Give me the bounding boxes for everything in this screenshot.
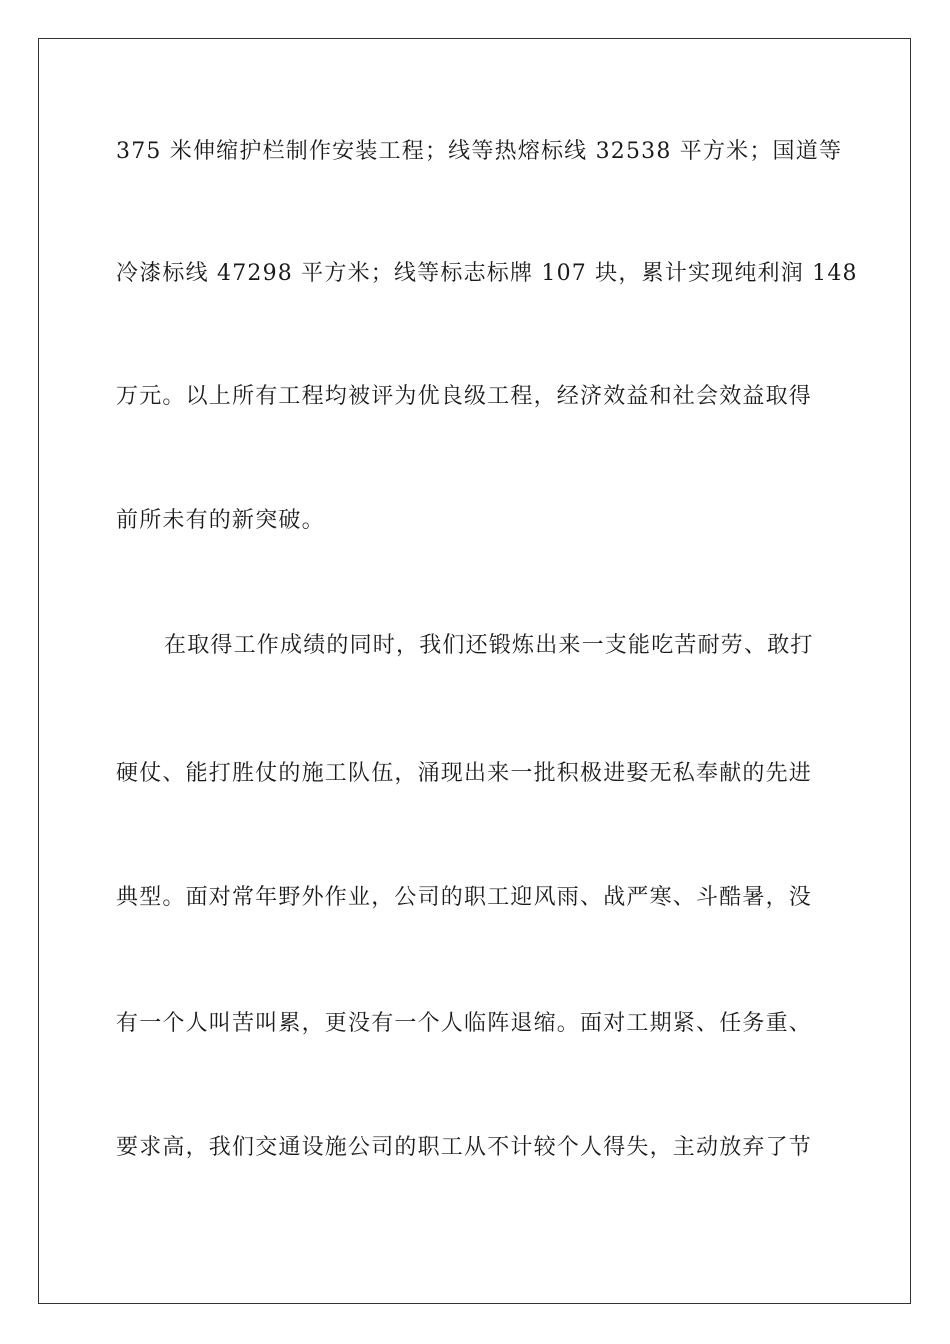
page-border xyxy=(38,38,911,1304)
text-line-7: 典型。面对常年野外作业，公司的职工迎风雨、战严寒、斗酷暑，没 xyxy=(116,885,813,910)
text-line-2: 冷漆标线 47298 平方米；线等标志标牌 107 块，累计实现纯利润 148 xyxy=(116,261,858,286)
text-line-5-paragraph-start: 在取得工作成绩的同时，我们还锻炼出来一支能吃苦耐劳、敢打 xyxy=(164,633,814,658)
text-line-9: 要求高，我们交通设施公司的职工从不计较个人得失，主动放弃了节 xyxy=(116,1135,813,1160)
text-line-1: 375 米伸缩护栏制作安装工程；线等热熔标线 32538 平方米；国道等 xyxy=(116,139,843,164)
text-line-3: 万元。以上所有工程均被评为优良级工程，经济效益和社会效益取得 xyxy=(116,384,813,409)
text-line-8: 有一个人叫苦叫累，更没有一个人临阵退缩。面对工期紧、任务重、 xyxy=(116,1011,813,1036)
text-line-4: 前所未有的新突破。 xyxy=(116,508,325,533)
text-line-6: 硬仗、能打胜仗的施工队伍，涌现出来一批积极进娶无私奉献的先进 xyxy=(116,761,813,786)
